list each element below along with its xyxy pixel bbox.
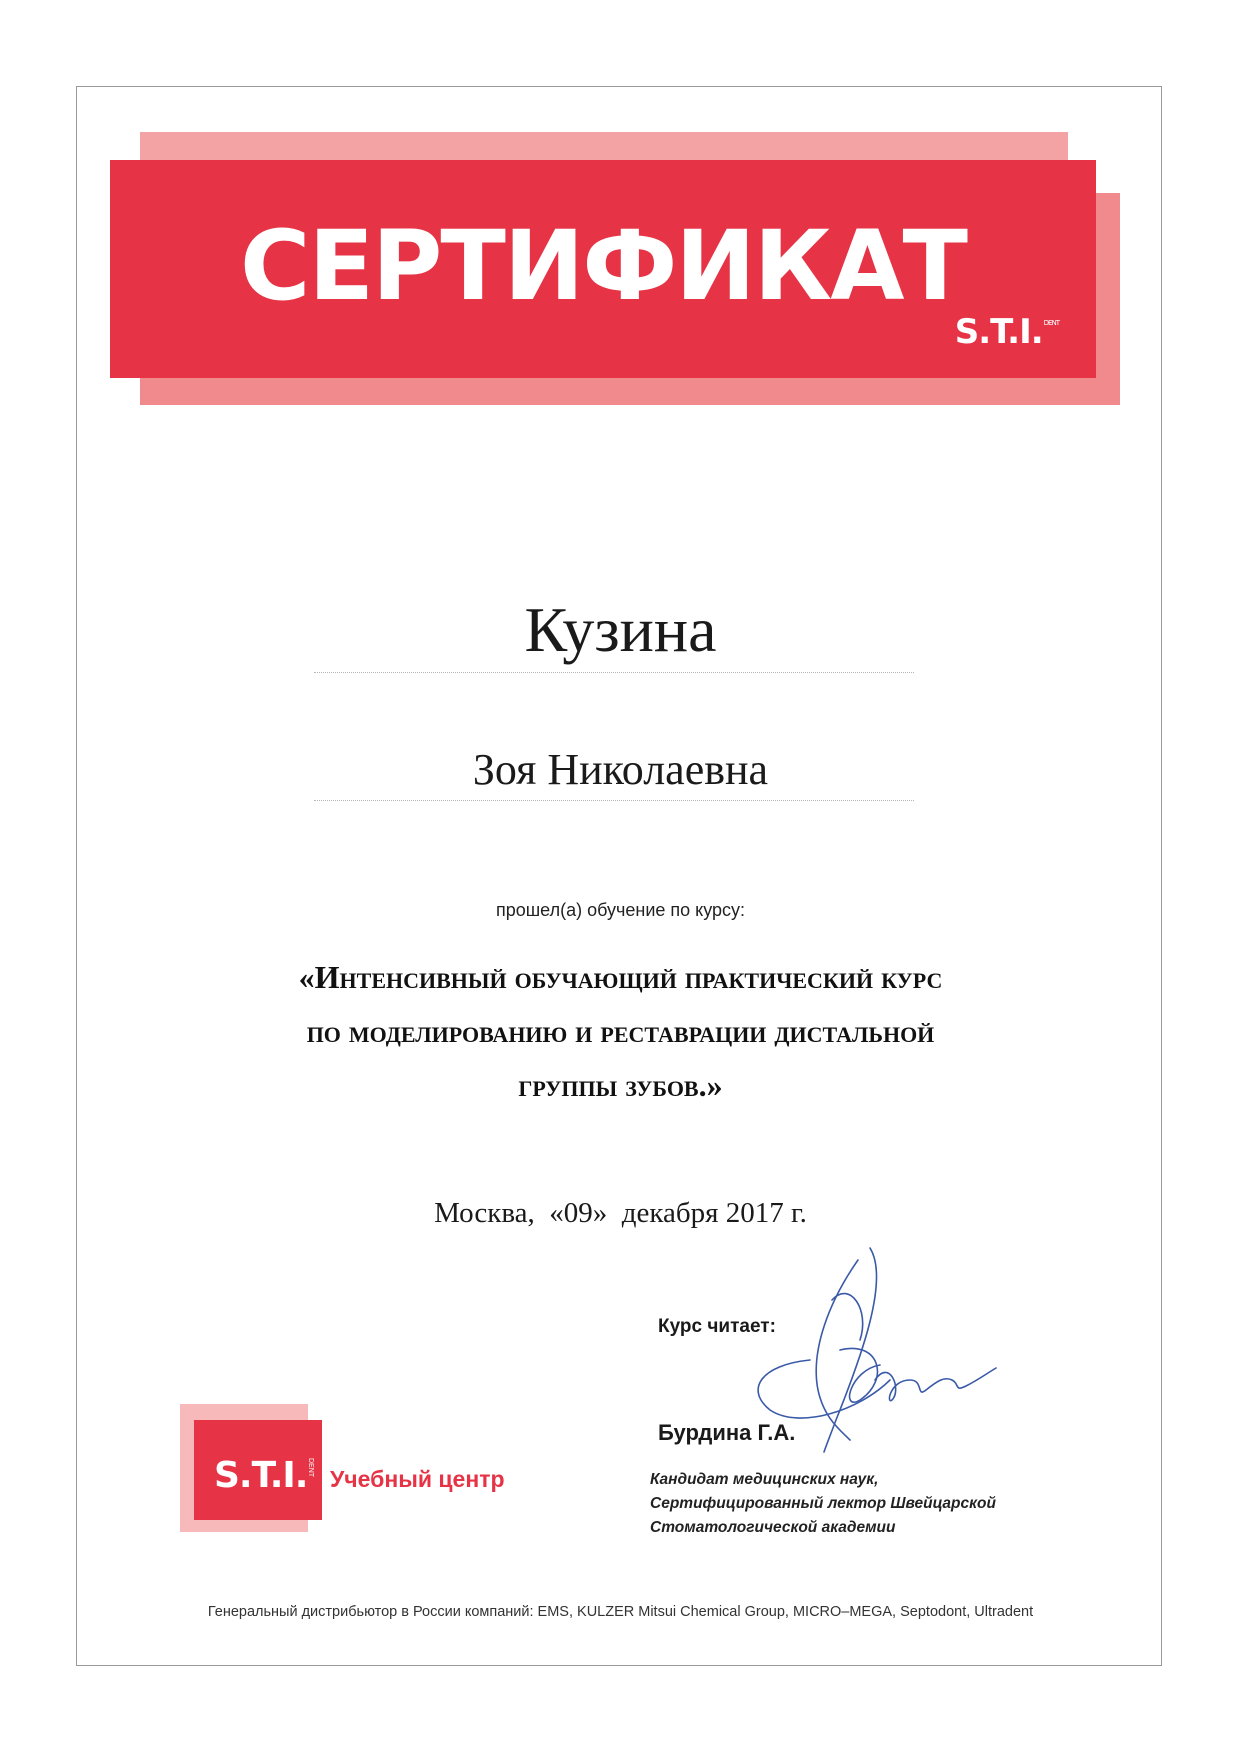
training-center-logo-dent: DENT bbox=[307, 1458, 314, 1478]
lecturer-credential-1: Кандидат медицинских наук, bbox=[650, 1471, 879, 1488]
course-title-line-2: по моделированию и реставрации дистальной bbox=[306, 1013, 935, 1049]
training-center-label: Учебный центр bbox=[330, 1466, 505, 1492]
given-names-underline bbox=[314, 800, 914, 801]
sti-logo-text: S.T.I. bbox=[954, 312, 1043, 352]
course-title bbox=[0, 950, 1241, 1112]
certificate-title: СЕРТИФИКАТ bbox=[239, 210, 966, 322]
distributor-footer: Генеральный дистрибьютор в России компаний: EMS, KULZER Mitsui Chemical Group, MICRO–MEGA, Septodont, Ultradent bbox=[207, 1604, 1034, 1620]
sti-logo bbox=[955, 312, 1058, 352]
lecturer-credentials bbox=[650, 1468, 996, 1540]
training-center-logo bbox=[194, 1420, 322, 1520]
recipient-given-names: Зоя Николаевна bbox=[472, 745, 769, 794]
surname-underline bbox=[314, 672, 914, 673]
header-banner bbox=[110, 160, 1096, 378]
lecturer-credential-2: Сертифицированный лектор Швейцарской bbox=[650, 1495, 996, 1512]
sti-logo-dent: DENT bbox=[1043, 319, 1059, 327]
lecturer-name: Бурдина Г.А. bbox=[658, 1420, 796, 1445]
recipient-surname: Кузина bbox=[524, 594, 717, 665]
course-title-line-3: группы зубов.» bbox=[518, 1067, 723, 1103]
training-center-logo-text: S.T.I. bbox=[214, 1455, 308, 1496]
passed-course-text: прошел(а) обучение по курсу: bbox=[495, 900, 746, 920]
lecturer-credential-3: Стоматологической академии bbox=[650, 1519, 896, 1536]
lecturer-label: Курс читает: bbox=[658, 1316, 776, 1337]
place-and-date: Москва, «09» декабря 2017 г. bbox=[434, 1197, 807, 1229]
course-title-line-1: «Интенсивный обучающий практический курс bbox=[298, 959, 943, 995]
banner-shadow-bottom bbox=[140, 378, 1120, 405]
